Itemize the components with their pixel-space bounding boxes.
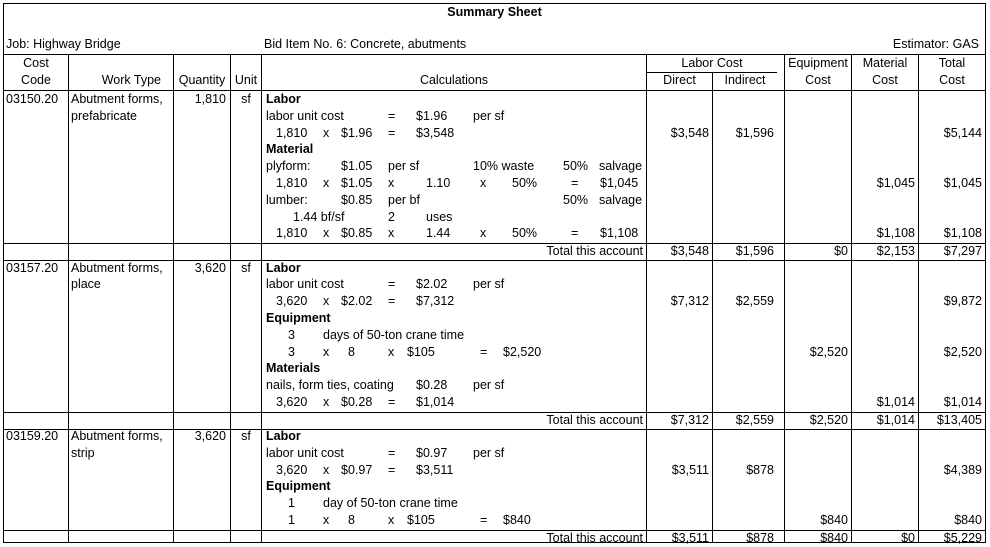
direct-amount: $3,548 — [670, 244, 709, 259]
total-amount: $1,108 — [943, 226, 982, 241]
summary-sheet — [3, 3, 986, 543]
cost-code: 03150.20 — [6, 92, 59, 106]
calc-cell: 50% — [512, 226, 538, 241]
calc-cell: x — [323, 226, 330, 241]
calc-cell: labor unit cost — [266, 277, 344, 292]
calc-cell: 3,620 — [276, 394, 308, 409]
total-this-account-label: Total this account — [546, 412, 643, 427]
calc-cell: $1.96 — [416, 108, 448, 123]
indirect-amount: $878 — [746, 462, 774, 477]
calc-cell: $0.28 — [416, 378, 448, 393]
calc-cell: = — [388, 462, 396, 477]
col-work-type: Work Type — [101, 73, 161, 87]
material-amount: $1,014 — [876, 394, 915, 409]
calc-cell: 2 — [388, 209, 395, 224]
col-equipment-2: Cost — [805, 73, 831, 87]
calc-cell: per sf — [473, 108, 505, 123]
col-equipment-1: Equipment — [788, 56, 848, 70]
calc-cell: 8 — [348, 344, 355, 359]
calc-cell: 50% — [563, 192, 589, 207]
calc-cell: per sf — [473, 378, 505, 393]
calc-cell: labor unit cost — [266, 445, 344, 460]
calc-heading: Equipment — [266, 310, 331, 325]
grid-line — [230, 54, 231, 542]
work-type: Abutment forms, — [71, 260, 163, 275]
column-header-divider — [4, 90, 985, 91]
indirect-amount: $878 — [746, 530, 774, 545]
calc-cell: uses — [426, 209, 453, 224]
material-amount: $0 — [901, 530, 915, 545]
total-amount: $5,144 — [943, 125, 982, 140]
calc-cell: $105 — [407, 344, 435, 359]
calc-cell: $1.05 — [341, 176, 373, 190]
equipment-amount: $2,520 — [809, 344, 848, 359]
calc-cell: $1,045 — [600, 176, 639, 190]
equipment-amount: $840 — [820, 513, 848, 527]
calc-cell: 1,810 — [276, 125, 308, 140]
total-amount: $840 — [954, 513, 982, 527]
work-type: Abutment forms, — [71, 92, 163, 106]
sheet-title: Summary Sheet — [447, 5, 542, 19]
grid-line — [68, 54, 69, 542]
indirect-amount: $1,596 — [735, 244, 774, 259]
grid-line — [261, 54, 262, 542]
total-amount: $5,229 — [943, 530, 982, 545]
total-amount: $13,405 — [936, 412, 982, 427]
calc-cell: = — [388, 277, 396, 292]
estimator-label: Estimator: GAS — [892, 37, 979, 51]
total-this-account-label: Total this account — [546, 244, 643, 259]
equipment-amount: $840 — [820, 530, 848, 545]
calc-cell: 10% waste — [473, 159, 535, 174]
calc-cell: $1,108 — [600, 226, 639, 241]
calc-cell: x — [480, 226, 487, 241]
indirect-amount: $1,596 — [735, 125, 774, 140]
calc-cell: 1 — [288, 496, 295, 511]
quantity: 3,620 — [194, 429, 226, 443]
calc-cell: days of 50-ton crane time — [323, 327, 465, 342]
direct-amount: $3,511 — [671, 462, 709, 477]
calc-cell: labor unit cost — [266, 108, 344, 123]
col-cost-code-1: Cost — [23, 56, 49, 70]
calc-cell: 1 — [288, 513, 295, 527]
calc-cell: = — [480, 344, 488, 359]
calc-cell: 3,620 — [276, 462, 308, 477]
work-type: place — [71, 277, 101, 292]
calc-cell: 3 — [288, 327, 295, 342]
calc-cell: = — [388, 294, 396, 309]
calc-cell: 50% — [563, 159, 589, 174]
calc-cell: per bf — [388, 192, 420, 207]
grid-line — [784, 54, 785, 542]
calc-cell: $840 — [503, 513, 531, 527]
calc-cell: 1.44 — [426, 226, 451, 241]
total-amount: $2,520 — [943, 344, 982, 359]
calc-cell: 3,620 — [276, 294, 308, 309]
calc-cell: 1.44 bf/sf — [293, 209, 345, 224]
col-material-2: Cost — [872, 73, 898, 87]
calc-cell: $2.02 — [416, 277, 448, 292]
material-amount: $1,108 — [876, 226, 915, 241]
calc-cell: x — [323, 344, 330, 359]
unit: sf — [241, 429, 251, 443]
calc-cell: = — [388, 445, 396, 460]
direct-amount: $3,548 — [670, 125, 709, 140]
material-amount: $2,153 — [876, 244, 915, 259]
work-type: strip — [71, 445, 95, 460]
direct-amount: $3,511 — [671, 530, 709, 545]
work-type: prefabricate — [71, 108, 138, 123]
bid-item-label: Bid Item No. 6: Concrete, abutments — [264, 37, 467, 51]
calc-cell: plyform: — [266, 159, 311, 174]
calc-cell: $0.85 — [341, 226, 373, 241]
calc-cell: 50% — [512, 176, 538, 190]
col-cost-code-2: Code — [21, 73, 51, 87]
unit: sf — [241, 260, 251, 275]
cost-code: 03157.20 — [6, 260, 59, 275]
quantity: 3,620 — [194, 260, 226, 275]
calc-cell: per sf — [473, 445, 505, 460]
calc-cell: 1,810 — [276, 176, 308, 190]
calc-cell: x — [388, 344, 395, 359]
job-label: Job: Highway Bridge — [6, 37, 121, 51]
calc-cell: x — [388, 513, 395, 527]
calc-cell: x — [323, 294, 330, 309]
calc-cell: salvage — [599, 192, 643, 207]
calc-cell: salvage — [599, 159, 643, 174]
calc-cell: per sf — [388, 159, 420, 174]
calc-cell: = — [571, 176, 579, 190]
cost-code: 03159.20 — [6, 429, 59, 443]
calc-cell: $1.05 — [341, 159, 373, 174]
col-material-1: Material — [862, 56, 908, 70]
col-calculations: Calculations — [419, 73, 489, 87]
quantity: 1,810 — [194, 92, 226, 106]
calc-cell: = — [388, 125, 396, 140]
total-amount: $1,014 — [943, 394, 982, 409]
calc-cell: nails, form ties, coating — [266, 378, 394, 393]
col-total-1: Total — [938, 56, 966, 70]
col-total-2: Cost — [939, 73, 965, 87]
material-amount: $1,014 — [876, 412, 915, 427]
calc-cell: = — [388, 108, 396, 123]
col-quantity: Quantity — [178, 73, 226, 87]
calc-cell: x — [323, 513, 330, 527]
calc-heading: Labor — [266, 92, 301, 106]
calc-cell: $2,520 — [503, 344, 542, 359]
calc-heading: Labor — [266, 260, 301, 275]
calc-cell: $0.97 — [341, 462, 373, 477]
calc-cell: $0.28 — [341, 394, 373, 409]
calc-cell: $0.97 — [416, 445, 448, 460]
total-amount: $4,389 — [943, 462, 982, 477]
col-indirect: Indirect — [724, 73, 766, 87]
calc-cell: $2.02 — [341, 294, 373, 309]
equipment-amount: $2,520 — [809, 412, 848, 427]
unit: sf — [241, 92, 251, 106]
calc-heading: Materials — [266, 361, 321, 376]
total-amount: $1,045 — [943, 176, 982, 190]
calc-cell: 3 — [288, 344, 295, 359]
calc-cell: $3,511 — [416, 462, 454, 477]
grid-line — [851, 54, 852, 542]
calc-cell: x — [323, 462, 330, 477]
grid-line — [173, 54, 174, 542]
calc-cell: x — [388, 226, 395, 241]
work-type: Abutment forms, — [71, 429, 163, 443]
calc-cell: $1.96 — [341, 125, 373, 140]
calc-cell: x — [323, 125, 330, 140]
total-amount: $7,297 — [943, 244, 982, 259]
calc-cell: 8 — [348, 513, 355, 527]
calc-cell: = — [480, 513, 488, 527]
calc-cell: x — [480, 176, 487, 190]
equipment-amount: $0 — [834, 244, 848, 259]
calc-cell: lumber: — [266, 192, 308, 207]
calc-cell: $7,312 — [416, 294, 455, 309]
calc-cell: = — [388, 394, 396, 409]
calc-cell: 1.10 — [426, 176, 451, 190]
calc-cell: $105 — [407, 513, 435, 527]
calc-cell: $3,548 — [416, 125, 455, 140]
total-this-account-label: Total this account — [546, 530, 643, 545]
col-unit: Unit — [234, 73, 258, 87]
header-divider — [4, 54, 985, 55]
calc-cell: $0.85 — [341, 192, 373, 207]
col-labor-cost: Labor Cost — [681, 56, 743, 70]
calc-cell: 1,810 — [276, 226, 308, 241]
calc-cell: x — [388, 176, 395, 190]
indirect-amount: $2,559 — [735, 294, 774, 309]
direct-amount: $7,312 — [670, 294, 709, 309]
calc-cell: x — [323, 394, 330, 409]
calc-heading: Material — [266, 142, 314, 157]
total-amount: $9,872 — [943, 294, 982, 309]
col-direct: Direct — [663, 73, 696, 87]
indirect-amount: $2,559 — [735, 412, 774, 427]
direct-amount: $7,312 — [670, 412, 709, 427]
calc-cell: x — [323, 176, 330, 190]
calc-cell: = — [571, 226, 579, 241]
calc-cell: day of 50-ton crane time — [323, 496, 458, 511]
material-amount: $1,045 — [876, 176, 915, 190]
calc-heading: Labor — [266, 429, 301, 443]
calc-cell: per sf — [473, 277, 505, 292]
calc-cell: $1,014 — [416, 394, 455, 409]
calc-heading: Equipment — [266, 479, 331, 494]
